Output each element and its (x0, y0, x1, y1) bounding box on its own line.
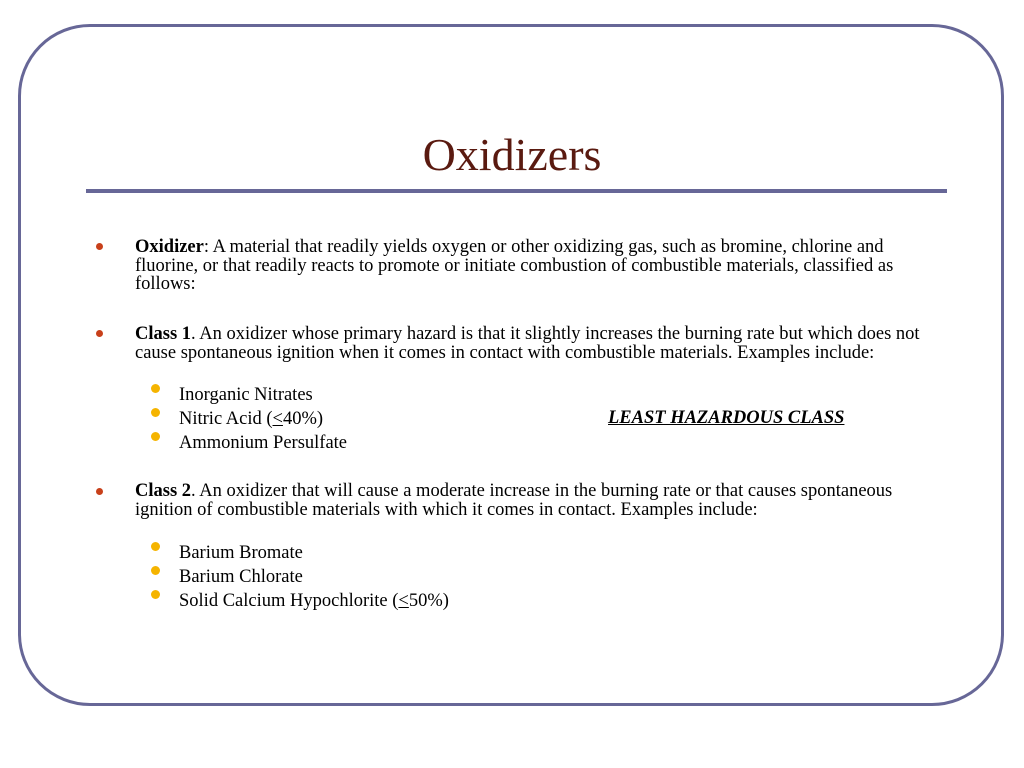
bullet-icon (96, 488, 103, 495)
term: Oxidizer (135, 237, 204, 257)
term: Class 2 (135, 481, 192, 501)
le-symbol: < (272, 409, 283, 429)
example: Barium Chlorate (179, 567, 303, 587)
sub-bullet-icon (151, 542, 160, 551)
example: Ammonium Persulfate (179, 433, 348, 453)
slide-frame (18, 24, 1004, 706)
sub-bullet-icon (151, 408, 160, 417)
example: Inorganic Nitrates (179, 385, 313, 405)
sub-bullet-icon (151, 384, 160, 393)
example (179, 591, 449, 611)
sub-bullet-icon (151, 432, 160, 441)
paragraph-oxidizer (135, 238, 935, 294)
term: Class 1 (135, 324, 192, 344)
example: Barium Bromate (179, 543, 303, 563)
least-hazardous-note: LEAST HAZARDOUS CLASS (608, 408, 845, 428)
paragraph-class-1 (135, 325, 935, 362)
slide-title: Oxidizers (422, 129, 602, 180)
bullet-icon (96, 243, 103, 250)
paragraph-class-2 (135, 482, 935, 519)
le-symbol: < (398, 591, 409, 611)
example-text: Nitric Acid ( (179, 409, 273, 429)
example-text: 50%) (408, 591, 449, 611)
definition: . An oxidizer whose primary hazard is that it slightly increases the burning rate but which does not cause spontaneous ignition when it comes in contact with combustible materials. Examples include: (135, 324, 920, 363)
title-divider (86, 189, 947, 193)
example (179, 409, 323, 429)
bullet-icon (96, 330, 103, 337)
sub-bullet-icon (151, 566, 160, 575)
definition: . An oxidizer that will cause a moderate increase in the burning rate or that causes spontaneous ignition of combustible materials with which it comes in contact. Examples include: (135, 481, 893, 520)
example-text: Solid Calcium Hypochlorite ( (179, 591, 399, 611)
example-text: 40%) (282, 409, 324, 429)
definition: : A material that readily yields oxygen or other oxidizing gas, such as bromine, chlorine and fluorine, or that readily reacts to promote or initiate combustion of combustible materials, classified as follows: (135, 237, 894, 294)
sub-bullet-icon (151, 590, 160, 599)
